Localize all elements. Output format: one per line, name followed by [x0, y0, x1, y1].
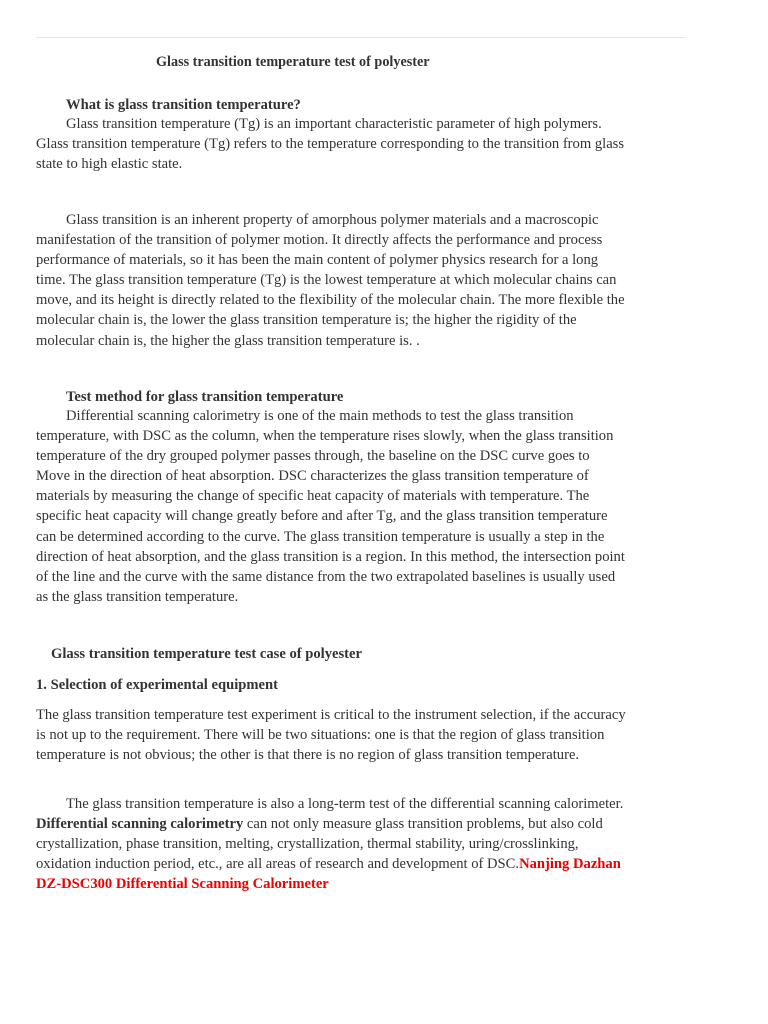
dsc-bold-term: Differential scanning calorimetry [36, 816, 244, 833]
paragraph-selection-2 [36, 794, 626, 894]
section-heading-what-is: What is glass transition temperature? [66, 97, 301, 113]
paragraph-test-method: Differential scanning calorimetry is one of the main methods to test the glass transition temperature, with DSC as the column, when the temperature rises slowly, when the glass transition temperature of the dry grouped polymer passes through, the baseline on the DSC curve goes to Move in the direction of heat absorption. DSC characterizes the glass transition temperature of materials by measuring the change of specific heat capacity of materials with temperature. The specific heat capacity will change greatly before and after Tg, and the glass transition temperature can be determined according to the curve. The glass transition temperature is usually a step in the direction of heat absorption, and the glass transition is a region. In this method, the intersection point of the line and the curve with the same distance from the two extrapolated baselines is usually used as the glass transition temperature. [36, 408, 625, 605]
paragraph-what-is-2: Glass transition is an inherent property of amorphous polymer materials and a macroscopic manifestation of the transition of polymer motion. It directly affects the performance and process performance of materials, so it has been the main content of polymer physics research for a long time. The glass transition temperature (Tg) is the lowest temperature at which molecular chains can move, and its height is directly related to the flexibility of the molecular chain. The more flexible the molecular chain is, the lower the glass transition temperature is; the higher the rigidity of the molecular chain is, the higher the glass transition temperature is. . [36, 212, 625, 349]
paragraph-what-is-1: Glass transition temperature (Tg) is an important characteristic parameter of high polymers. Glass transition temperature (Tg) refers to the temperature corresponding to the transition from glass state to high elastic state. [36, 116, 625, 173]
section-heading-test-method: Test method for glass transition temperature [66, 389, 344, 405]
document-title: Glass transition temperature test of polyester [156, 54, 430, 70]
paragraph-selection-2-rest: can not only measure glass transition problems, but also cold crystallization, phase transition, melting, crystallization, thermal stability, uring/crosslinking, oxidation induction period, etc., are all areas of research and development of DSC. [36, 816, 603, 873]
paragraph-selection-2-start: The glass transition temperature is also a long-term test of the differential scanning calorimeter. [66, 796, 624, 812]
product-link[interactable]: Nanjing Dazhan DZ-DSC300 Differential Scanning Calorimeter [36, 856, 621, 893]
paragraph-selection-1: The glass transition temperature test experiment is critical to the instrument selection, if the accuracy is not up to the requirement. There will be two situations: one is that the region of glass transition temperature is not obvious; the other is that there is no region of glass transition temperature. [36, 707, 626, 764]
section-heading-test-case: Glass transition temperature test case of polyester [51, 646, 362, 662]
top-divider [36, 37, 685, 38]
section-heading-selection: 1. Selection of experimental equipment [36, 677, 278, 693]
